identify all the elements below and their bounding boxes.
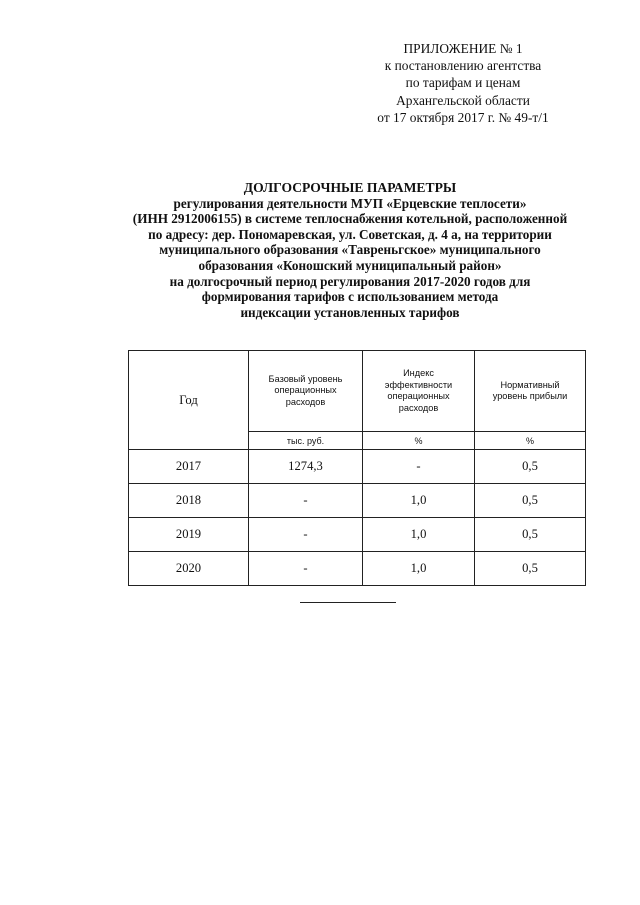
appendix-line: по тарифам и ценам: [405, 75, 521, 91]
cell-index: 1,0: [363, 484, 475, 518]
cell-year: 2018: [129, 484, 249, 518]
header-profit-level: Нормативный уровень прибыли: [475, 351, 586, 432]
cell-base: -: [249, 518, 363, 552]
cell-profit: 0,5: [475, 552, 586, 586]
cell-year: 2017: [129, 450, 249, 484]
table-row: [129, 484, 586, 518]
cell-profit: 0,5: [475, 484, 586, 518]
unit-base: тыс. руб.: [249, 432, 363, 450]
cell-year: 2019: [129, 518, 249, 552]
title-line: (ИНН 2912006155) в системе теплоснабжения котельной, расположенной: [132, 211, 568, 227]
title-line: по адресу: дер. Пономаревская, ул. Советская, д. 4 а, на территории: [148, 226, 552, 242]
appendix-line: Архангельской области: [396, 92, 530, 108]
title-line: образования «Коношский муниципальный район»: [198, 257, 502, 273]
document-title: [95, 180, 605, 320]
table-header-row: [129, 351, 586, 432]
title-line: на долгосрочный период регулирования 2017-2020 годов для: [169, 273, 531, 289]
unit-index: %: [363, 432, 475, 450]
appendix-header: [340, 40, 586, 126]
cell-profit: 0,5: [475, 518, 586, 552]
table-row: [129, 552, 586, 586]
cell-year: 2020: [129, 552, 249, 586]
cell-index: -: [363, 450, 475, 484]
unit-profit: %: [475, 432, 586, 450]
cell-base: -: [249, 552, 363, 586]
title-main: ДОЛГОСРОЧНЫЕ ПАРАМЕТРЫ: [243, 180, 457, 195]
cell-profit: 0,5: [475, 450, 586, 484]
title-line: формирования тарифов с использованием метода: [201, 289, 499, 305]
cell-base: -: [249, 484, 363, 518]
appendix-line: к постановлению агентства: [384, 58, 542, 74]
appendix-title: ПРИЛОЖЕНИЕ № 1: [403, 41, 523, 56]
table-row: [129, 450, 586, 484]
parameters-table: [128, 350, 586, 586]
header-base-expenses: Базовый уровень операционных расходов: [249, 351, 363, 432]
title-line: индексации установленных тарифов: [240, 304, 460, 320]
closing-divider: [300, 602, 396, 603]
header-efficiency-index: Индекс эффективности операционных расходов: [363, 351, 475, 432]
title-line: муниципального образования «Тавреньгское» муниципального: [159, 242, 541, 258]
appendix-date: от 17 октября 2017 г. № 49-т/1: [377, 109, 549, 125]
table-row: [129, 518, 586, 552]
cell-base: 1274,3: [249, 450, 363, 484]
cell-index: 1,0: [363, 518, 475, 552]
title-line: регулирования деятельности МУП «Ерцевские теплосети»: [173, 195, 527, 211]
cell-index: 1,0: [363, 552, 475, 586]
header-year: Год: [129, 351, 249, 450]
